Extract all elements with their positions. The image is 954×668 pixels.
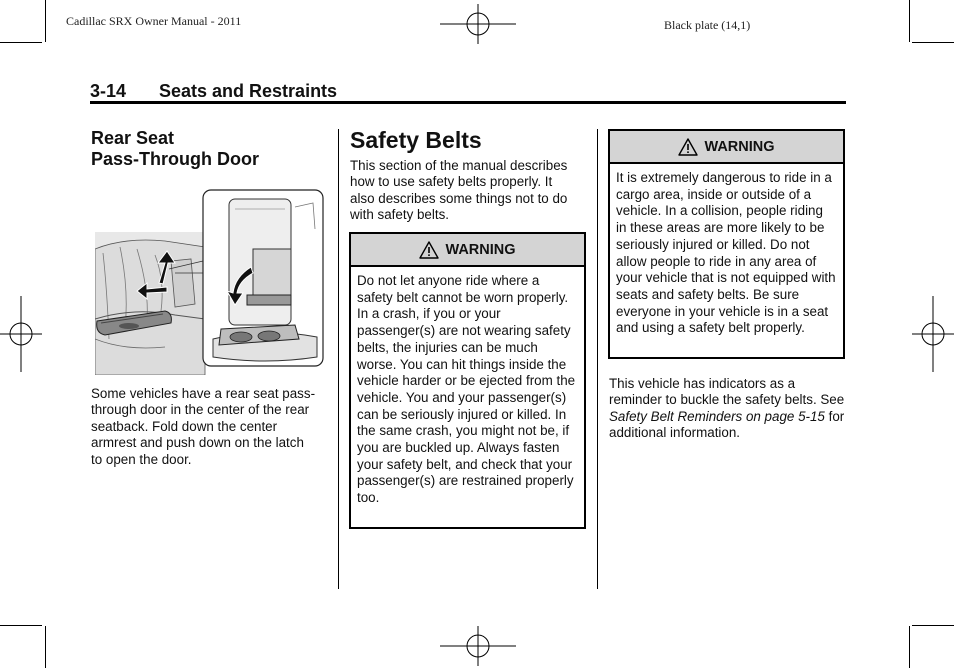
column-divider (597, 129, 598, 589)
warning-triangle-icon (678, 138, 698, 156)
page-number: 3-14 (90, 81, 127, 101)
reminder-text-end: for additional information. (609, 408, 845, 441)
reminder-paragraph (609, 376, 847, 442)
warning-text: Do not let anyone ride where a safety belt cannot be worn properly. In a crash, if you or your passenger(s) are not wearing safety belts, the injuries can be much worse. You can hit things inside the vehicle harder or be ejected from the vehicle. You and your passenger(s) can be seriously injured or killed. In the same crash, you might not be, if you are buckled up. Always fasten your safety belt, and check that your passenger(s) are restrained properly too. (357, 273, 576, 506)
warning-box (349, 232, 586, 529)
pass-through-paragraph: Some vehicles have a rear seat pass-through door in the center of the rear seatback. Fold down the center armrest and push down on the latch to open the door. (91, 386, 316, 467)
warning-label: WARNING (445, 241, 516, 258)
running-header-left: Cadillac SRX Owner Manual - 2011 (66, 14, 242, 28)
column-divider (338, 129, 339, 589)
heading-line-2: Pass-Through Door (91, 149, 260, 169)
warning-triangle-icon (419, 241, 439, 259)
crop-mark (0, 625, 42, 626)
reminder-text: This vehicle has indicators as a reminder to buckle the safety belts. See (609, 376, 845, 408)
warning-label: WARNING (704, 138, 775, 155)
crop-mark (912, 625, 954, 626)
warning-box (608, 129, 845, 359)
crop-mark (909, 626, 910, 668)
safety-belts-intro: This section of the manual describes how to use safety belts properly. It also describes some things not to do with safety belts. (350, 158, 568, 223)
section-title: Seats and Restraints (159, 81, 338, 101)
crop-mark (912, 42, 954, 43)
column-1 (91, 128, 323, 170)
warning-text: It is extremely dangerous to ride in a cargo area, inside or outside of a vehicle. In a collision, people riding in these areas are more likely to be seriously injured or killed. Do not allow people to ride in any area of your vehicle that is not equipped with seats and safety belts. Be sure everyone in your vehicle is in a seat and using a safety belt properly. (616, 170, 836, 336)
registration-target-left (0, 296, 42, 372)
crop-mark (45, 626, 46, 668)
running-header-right: Black plate (14,1) (664, 18, 751, 32)
registration-target-bottom (440, 626, 516, 666)
section-rule (90, 101, 846, 104)
heading-line-1: Rear Seat (91, 128, 175, 148)
pass-through-door-illustration (95, 189, 324, 375)
page-title: Safety Belts (350, 127, 482, 153)
warning-header (610, 131, 843, 164)
registration-target-top (440, 4, 516, 44)
cross-reference-link[interactable]: Safety Belt Reminders on page 5-15 (609, 408, 825, 424)
registration-target-right (912, 296, 954, 372)
subsection-heading (91, 128, 323, 170)
crop-mark (45, 0, 46, 42)
crop-mark (909, 0, 910, 42)
warning-header (351, 234, 584, 267)
crop-mark (0, 42, 42, 43)
